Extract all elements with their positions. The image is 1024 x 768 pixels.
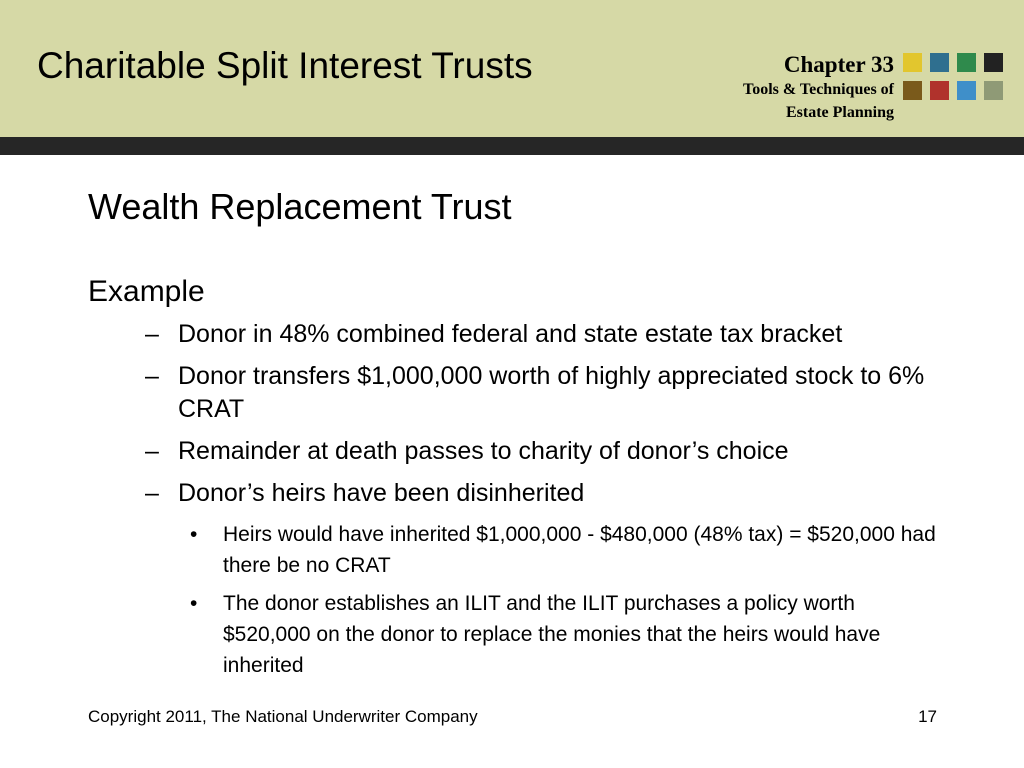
color-squares-logo bbox=[903, 53, 1007, 103]
green-square bbox=[957, 53, 976, 72]
dot-marker: • bbox=[190, 592, 198, 615]
sub-bullet-text: The donor establishes an ILIT and the ILIT purchases a policy worth $520,000 on the donor to replace the monies that the heirs would have inherited bbox=[223, 592, 881, 677]
red-square bbox=[930, 81, 949, 100]
header-rule bbox=[0, 137, 1024, 155]
bullet-text: Donor’s heirs have been disinherited bbox=[178, 479, 585, 507]
blue-square bbox=[930, 53, 949, 72]
dash-marker: – bbox=[145, 320, 159, 348]
bullet-item bbox=[145, 435, 945, 468]
yellow-square bbox=[903, 53, 922, 72]
light-blue-square bbox=[957, 81, 976, 100]
bullet-text: Donor in 48% combined federal and state estate tax bracket bbox=[178, 320, 843, 348]
bullet-text: Donor transfers $1,000,000 worth of highly appreciated stock to 6% CRAT bbox=[178, 362, 925, 423]
page-number: 17 bbox=[918, 707, 937, 726]
sub-bullet-item bbox=[190, 519, 945, 581]
slide-title: Wealth Replacement Trust bbox=[88, 186, 512, 227]
footer-copyright: Copyright 2011, The National Underwriter Company bbox=[88, 707, 478, 726]
bullet-text: Remainder at death passes to charity of donor’s choice bbox=[178, 437, 789, 465]
chapter-block bbox=[743, 52, 894, 124]
deck-title: Charitable Split Interest Trusts bbox=[37, 45, 533, 86]
bullet-list bbox=[145, 318, 945, 688]
brown-square bbox=[903, 81, 922, 100]
sub-bullet-item bbox=[190, 588, 945, 681]
chapter-subtitle-line-1: Tools & Techniques of bbox=[742, 81, 894, 98]
dot-marker: • bbox=[190, 523, 198, 546]
dash-marker: – bbox=[145, 479, 159, 507]
black-square bbox=[984, 53, 1003, 72]
header-band bbox=[0, 0, 1024, 137]
bullet-item bbox=[145, 360, 945, 426]
bullet-item bbox=[145, 318, 945, 351]
bullet-item bbox=[145, 477, 945, 510]
example-heading: Example bbox=[88, 275, 205, 308]
sub-bullet-text: Heirs would have inherited $1,000,000 - $480,000 (48% tax) = $520,000 had there be no CRAT bbox=[223, 523, 936, 577]
gray-green-square bbox=[984, 81, 1003, 100]
chapter-subtitle-line-2: Estate Planning bbox=[785, 104, 894, 121]
dash-marker: – bbox=[145, 437, 159, 465]
dash-marker: – bbox=[145, 362, 159, 390]
chapter-label: Chapter 33 bbox=[783, 52, 894, 77]
